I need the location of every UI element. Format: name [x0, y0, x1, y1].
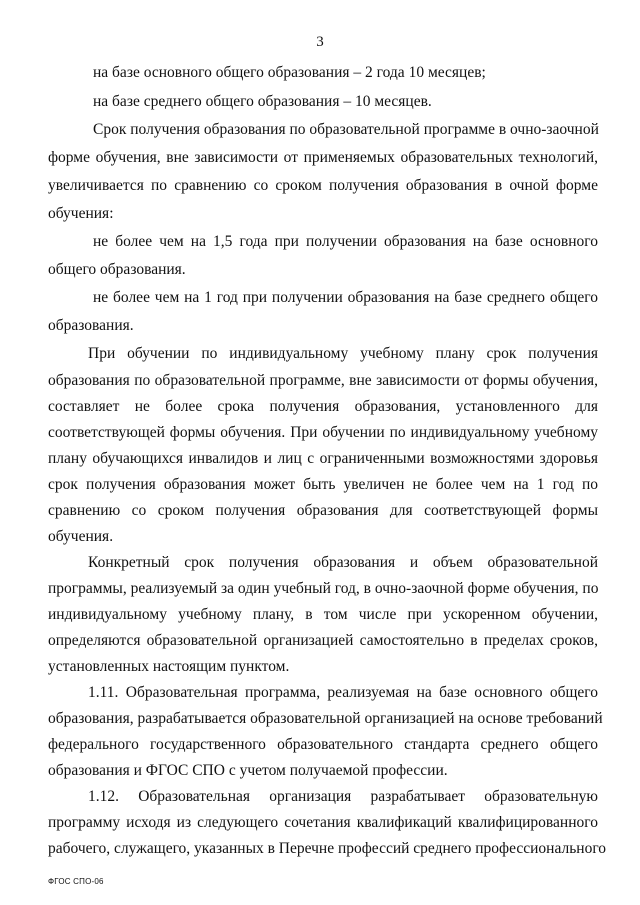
text-line: образования и ФГОС СПО с учетом получаемой профессии. — [48, 762, 448, 779]
text-line: Конкретный срок получения образования и объем образовательной — [88, 554, 598, 571]
text-line: сравнению со сроком получения образования для соответствующей формы — [48, 502, 598, 519]
text-line: рабочего, служащего, указанных в Перечне профессий среднего профессионального — [48, 840, 607, 857]
text-line: форме обучения, вне зависимости от применяемых образовательных технологий, — [48, 149, 598, 166]
footer-code: ФГОС СПО-06 — [48, 877, 104, 886]
text-line: индивидуальному учебному плану, в том числе при ускоренном обучении, — [48, 606, 598, 623]
text-line: 1.12. Образовательная организация разрабатывает образовательную — [88, 788, 598, 805]
text-line: соответствующей формы обучения. При обучении по индивидуальному учебному — [48, 424, 598, 441]
page-number: 3 — [316, 34, 324, 50]
text-line: При обучении по индивидуальному учебному плану срок получения — [88, 345, 598, 362]
text-line: срок получения образования может быть увеличен не более чем на 1 год по — [48, 476, 598, 493]
text-line: на базе основного общего образования – 2 года 10 месяцев; — [93, 64, 486, 81]
text-line: образования по образовательной программе, вне зависимости от формы обучения, — [48, 372, 598, 389]
text-line: обучения. — [48, 528, 114, 545]
text-line: определяются образовательной организацией самостоятельно в пределах сроков, — [48, 632, 598, 649]
text-line: составляет не более срока получения образования, установленного для — [48, 398, 598, 415]
text-line: обучения: — [48, 205, 114, 222]
text-line: увеличивается по сравнению со сроком получения образования в очной форме — [48, 177, 598, 194]
text-line: 1.11. Образовательная программа, реализуемая на базе основного общего — [88, 684, 598, 701]
text-line: общего образования. — [48, 261, 186, 278]
text-line: на базе среднего общего образования – 10 месяцев. — [93, 93, 432, 110]
text-line: плану обучающихся инвалидов и лиц с ограниченными возможностями здоровья — [48, 450, 598, 467]
text-line: не более чем на 1 год при получении образования на базе среднего общего — [93, 289, 598, 306]
text-line: образования, разрабатывается образовательной организацией на основе требований — [48, 710, 603, 727]
text-line: программу исходя из следующего сочетания квалификаций квалифицированного — [48, 814, 598, 831]
text-line: программы, реализуемый за один учебный год, в очно-заочной форме обучения, по — [48, 580, 599, 597]
text-line: федерального государственного образовательного стандарта среднего общего — [48, 736, 598, 753]
text-line: не более чем на 1,5 года при получении образования на базе основного — [93, 233, 598, 250]
text-line: образования. — [48, 317, 134, 334]
text-line: установленных настоящим пунктом. — [48, 658, 290, 675]
text-line: Срок получения образования по образовательной программе в очно-заочной — [93, 121, 599, 138]
